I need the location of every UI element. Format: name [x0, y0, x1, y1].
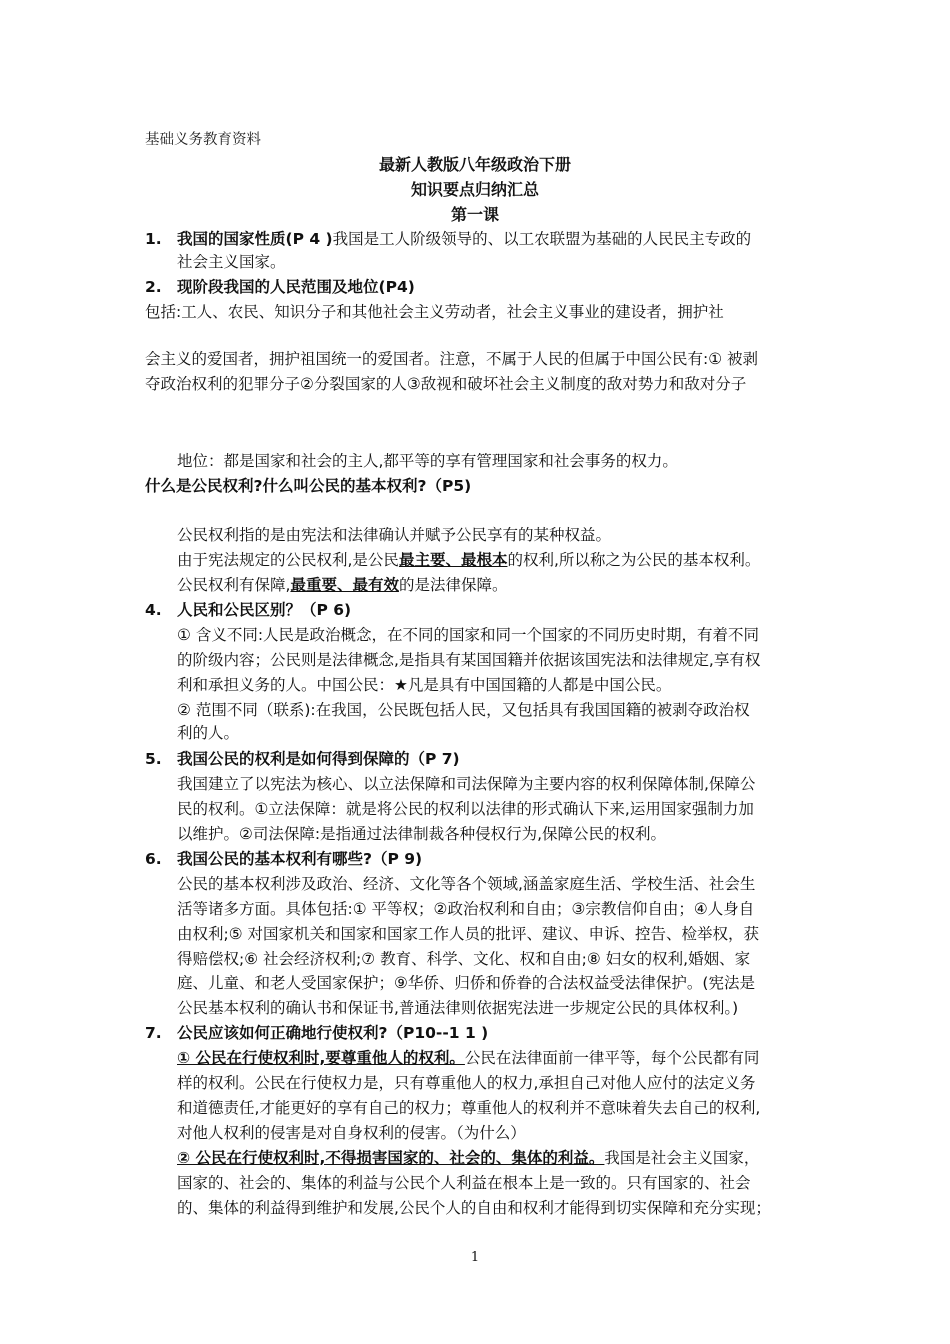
section-3-line-2-part-a: 由于宪法规定的公民权利,是公民	[177, 551, 399, 569]
section-7-line-5-rest: 我国是社会主义国家，	[604, 1149, 760, 1167]
item-number-6: 6.	[145, 850, 162, 868]
section-7-principle-2: ② 公民在行使权利时,不得损害国家的、社会的、集体的利益。	[177, 1149, 605, 1167]
section-7-line-2: 样的权利。公民在行使权力是，只有尊重他人的权力,承担自己对他人应付的法定义务	[177, 1074, 756, 1092]
section-7-principle-1: ① 公民在行使权利时,要尊重他人的权利。	[177, 1049, 465, 1067]
section-6-line-4: 得赔偿权;⑥ 社会经济权利;⑦ 教育、科学、文化、权和自由;⑧ 妇女的权利,婚姻、家	[177, 950, 751, 968]
section-2-line-2: 会主义的爱国者，拥护祖国统一的爱国者。注意，不属于人民的但属于中国公民有:① 被剥	[145, 350, 759, 368]
section-7-line-6: 国家的、社会的、集体的利益与公民个人利益在根本上是一致的。只有国家的、社会	[177, 1174, 751, 1192]
section-3-question: 什么是公民权利?什么叫公民的基本权利?（P5)	[145, 477, 472, 495]
section-4-line-5: 利的人。	[177, 724, 240, 742]
section-7-line-1	[177, 1047, 759, 1070]
section-5-line-1: 我国建立了以宪法为核心、以立法保障和司法保障为主要内容的权利保障体制,保障公	[177, 775, 756, 793]
item-number-2: 2.	[145, 278, 162, 296]
section-2-line-3: 夺政治权利的犯罪分子②分裂国家的人③敌视和破坏社会主义制度的敌对势力和敌对分子	[145, 375, 747, 393]
section-3-emphasis-1: 最主要、最根本	[398, 551, 508, 569]
section-4-question: 人民和公民区别？（P 6)	[177, 601, 352, 619]
section-6-line-3: 由权利;⑤ 对国家机关和国家和国家工作人员的批评、建议、申诉、控告、检举权，获	[177, 925, 760, 943]
section-3-line-1: 公民权利指的是由宪法和法律确认并赋予公民享有的某种权益。	[177, 526, 612, 544]
document-title: 最新人教版八年级政治下册	[378, 155, 571, 174]
section-3-line-3-part-c: 的是法律保障。	[398, 576, 508, 594]
document-subtitle: 知识要点归纳汇总	[410, 180, 539, 199]
section-7-line-5	[177, 1147, 759, 1170]
section-4-line-2: 的阶级内容；公民则是法律概念,是指具有某国国籍并依据该国宪法和法律规定,享有权	[177, 651, 761, 669]
section-6-line-5: 庭、儿童、和老人受国家保护；⑨华侨、归侨和侨眷的合法权益受法律保护。(宪法是	[177, 974, 755, 992]
section-3-line-3-part-a: 公民权利有保障,	[177, 576, 291, 594]
section-5-question: 我国公民的权利是如何得到保障的（P 7)	[177, 750, 460, 768]
section-6-line-1: 公民的基本权利涉及政治、经济、文化等各个领域,涵盖家庭生活、学校生活、社会生	[177, 875, 756, 893]
section-3-line-3	[177, 574, 507, 597]
section-6-line-6: 公民基本权利的确认书和保证书,普通法律则依据宪法进一步规定公民的具体权利。)	[177, 999, 739, 1017]
section-1-line-2: 社会主义国家。	[177, 253, 286, 271]
section-7-line-4: 对他人权利的侵害是对自身权利的侵害。（为什么）	[177, 1124, 526, 1142]
item-number-7: 7.	[145, 1024, 162, 1042]
section-3-emphasis-2: 最重要、最有效	[290, 576, 399, 594]
section-5-line-2: 民的权利。①立法保障：就是将公民的权利以法律的形式确认下来,运用国家强制力加	[177, 800, 754, 818]
section-4-line-3: 利和承担义务的人。中国公民：★凡是具有中国国籍的人都是中国公民。	[177, 676, 672, 694]
section-7-line-3: 和道德责任,才能更好的享有自己的权力；尊重他人的权利并不意味着失去自己的权利,	[177, 1099, 761, 1117]
section-7-question: 公民应该如何正确地行使权利?（P10--1 1 )	[177, 1024, 489, 1042]
section-3-line-2	[177, 549, 760, 572]
section-2-line-1: 包括:工人、农民、知识分子和其他社会主义劳动者，社会主义事业的建设者，拥护社	[145, 303, 724, 321]
item-number-5: 5.	[145, 750, 162, 768]
item-number-1: 1.	[145, 230, 162, 248]
header-note: 基础义务教育资料	[145, 132, 261, 148]
section-7-line-1-rest: 公民在法律面前一律平等，每个公民都有同	[464, 1049, 760, 1067]
section-2-question: 现阶段我国的人民范围及地位(P4)	[177, 278, 415, 296]
section-5-line-3: 以维护。②司法保障:是指通过法律制裁各种侵权行为,保障公民的权利。	[177, 825, 667, 843]
section-4-line-4: ② 范围不同（联系):在我国，公民既包括人民，又包括具有我国国籍的被剥夺政治权	[177, 701, 750, 719]
section-2-line-4: 地位：都是国家和社会的主人,都平等的享有管理国家和社会事务的权力。	[177, 452, 678, 470]
section-1-answer: 我国是工人阶级领导的、以工农联盟为基础的人民民主专政的	[332, 230, 752, 248]
section-7-line-7: 的、集体的利益得到维护和发展,公民个人的自由和权利才能得到切实保障和充分实现；	[177, 1199, 771, 1217]
page-number: 1	[470, 1250, 480, 1265]
section-1-question: 我国的国家性质(P 4 )	[177, 230, 333, 248]
section-6-question: 我国公民的基本权利有哪些?（P 9)	[177, 850, 423, 868]
section-3-line-2-part-c: 的权利,所以称之为公民的基本权利。	[507, 551, 761, 569]
lesson-title: 第一课	[450, 205, 499, 224]
item-number-4: 4.	[145, 601, 162, 619]
section-1-line-1	[177, 228, 751, 251]
section-6-line-2: 活等诸多方面。具体包括:① 平等权；②政治权利和自由；③宗教信仰自由；④人身自	[177, 900, 755, 918]
section-4-line-1: ① 含义不同:人民是政治概念，在不同的国家和同一个国家的不同历史时期，有着不同	[177, 626, 760, 644]
